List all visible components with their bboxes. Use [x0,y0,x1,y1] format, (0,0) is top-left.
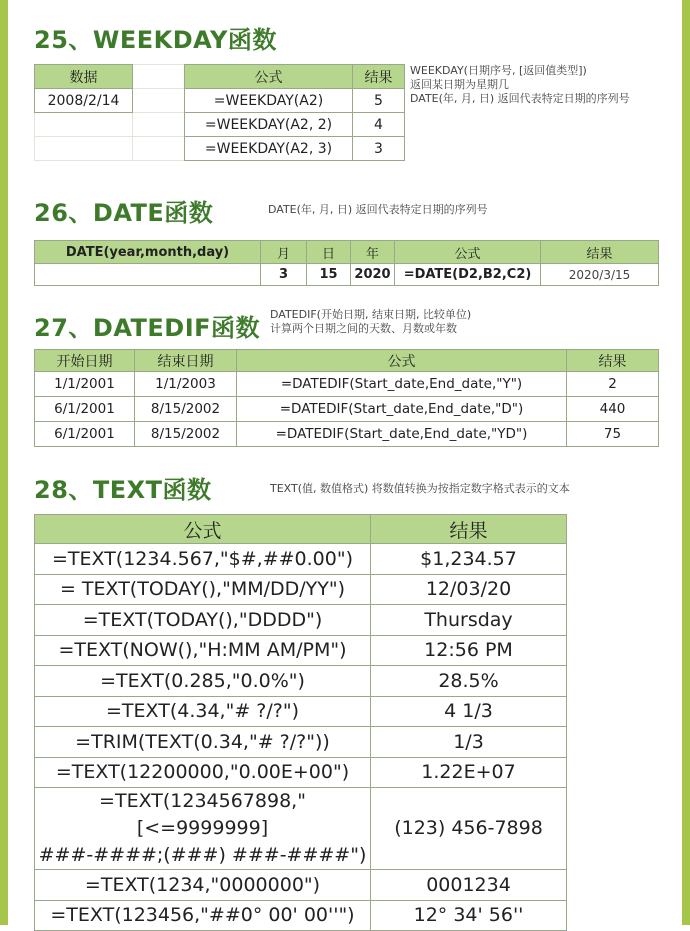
formula-header: 公式 [35,515,371,544]
table-row [35,757,567,788]
formula-cell: =DATEDIF(Start_date,End_date,"Y") [237,372,567,397]
table-row [185,89,405,113]
date-note: DATE(年, 月, 日) 返回代表特定日期的序列号 [268,203,488,216]
formula-cell: =TEXT(123456,"##0° 00' 00''") [35,900,371,931]
formula-cell: =WEEKDAY(A2, 3) [185,137,353,161]
formula-header: 公式 [395,241,541,264]
date-table [34,240,659,286]
formula-cell: =DATEDIF(Start_date,End_date,"YD") [237,422,567,447]
section-25-title: 25、WEEKDAY函数 [34,26,277,54]
formula-cell: =TEXT(TODAY(),"DDDD") [35,605,371,636]
end-date-cell: 8/15/2002 [135,422,237,447]
end-date-cell: 1/1/2003 [135,372,237,397]
table-header-row [35,241,659,264]
table-row [35,544,567,575]
table-row [35,264,659,286]
end-date-cell: 8/15/2002 [135,397,237,422]
document-page [8,0,682,925]
start-date-cell: 6/1/2001 [35,422,135,447]
result-cell: 75 [567,422,659,447]
datedif-table [34,349,659,447]
result-cell: 2 [567,372,659,397]
text-table [34,514,567,931]
note-line: WEEKDAY(日期序号, [返回值类型]) [410,64,587,77]
note-line: 计算两个日期之间的天数、月数或年数 [270,322,457,335]
result-header: 结果 [541,241,659,264]
table-header-row [185,65,405,89]
formula-cell: =TEXT(4.34,"# ?/?") [35,696,371,727]
data-cell: 2008/2/14 [35,89,133,113]
formula-cell: =TRIM(TEXT(0.34,"# ?/?")) [35,727,371,758]
table-row [35,113,185,137]
empty-cell [133,65,185,89]
result-cell: 12/03/20 [371,574,567,605]
year-cell: 2020 [351,264,395,286]
result-cell: 0001234 [371,870,567,901]
formula-header: 公式 [237,350,567,372]
data-header: 数据 [35,65,133,89]
result-header: 结果 [353,65,405,89]
weekday-notes [410,64,630,106]
year-header: 年 [351,241,395,264]
empty-cell [35,113,133,137]
formula-cell [35,788,371,870]
empty-cell [133,137,185,161]
month-header: 月 [261,241,307,264]
formula-header: 公式 [185,65,353,89]
start-date-header: 开始日期 [35,350,135,372]
table-row [35,605,567,636]
table-row [35,727,567,758]
datedif-notes [270,308,471,336]
result-cell: 3 [353,137,405,161]
formula-cell: =DATE(D2,B2,C2) [395,264,541,286]
formula-cell: =TEXT(1234.567,"$#,##0.00") [35,544,371,575]
formula-line: ###-####;(###) ###-####") [38,844,367,866]
start-date-cell: 6/1/2001 [35,397,135,422]
result-cell: 440 [567,397,659,422]
result-cell: Thursday [371,605,567,636]
table-row [35,65,185,89]
start-date-cell: 1/1/2001 [35,372,135,397]
formula-cell: =WEEKDAY(A2) [185,89,353,113]
result-cell: 4 [353,113,405,137]
empty-cell [133,89,185,113]
result-cell: $1,234.57 [371,544,567,575]
result-cell: 4 1/3 [371,696,567,727]
table-row [35,397,659,422]
table-row [35,788,567,870]
table-row [35,372,659,397]
result-cell: 2020/3/15 [541,264,659,286]
table-row [35,422,659,447]
result-cell: 5 [353,89,405,113]
section-27-title: 27、DATEDIF函数 [34,314,261,342]
text-note: TEXT(值, 数值格式) 将数值转换为按指定数字格式表示的文本 [270,482,570,495]
table-row [35,900,567,931]
day-cell: 15 [307,264,351,286]
formula-cell: = TEXT(TODAY(),"MM/DD/YY") [35,574,371,605]
weekday-data-table [34,64,185,161]
formula-cell: =DATEDIF(Start_date,End_date,"D") [237,397,567,422]
formula-cell: =TEXT(0.285,"0.0%") [35,666,371,697]
empty-cell [133,113,185,137]
table-header-row [35,515,567,544]
formula-cell: =TEXT(1234,"0000000") [35,870,371,901]
section-28-title: 28、TEXT函数 [34,476,212,504]
end-date-header: 结束日期 [135,350,237,372]
table-row [35,635,567,666]
formula-cell: =TEXT(NOW(),"H:MM AM/PM") [35,635,371,666]
section-26-title: 26、DATE函数 [34,199,214,227]
note-line: 返回某日期为星期几 [410,78,509,91]
result-header: 结果 [371,515,567,544]
note-line: DATE(年, 月, 日) 返回代表特定日期的序列号 [410,92,630,105]
table-row [35,666,567,697]
table-row [185,137,405,161]
month-cell: 3 [261,264,307,286]
table-row [35,696,567,727]
result-header: 结果 [567,350,659,372]
formula-cell: =TEXT(12200000,"0.00E+00") [35,757,371,788]
table-header-row [35,350,659,372]
result-cell: 1/3 [371,727,567,758]
weekday-formula-table [184,64,405,161]
result-cell: 12:56 PM [371,635,567,666]
formula-line: =TEXT(1234567898,"[<=9999999] [99,790,306,839]
table-row [35,137,185,161]
result-cell: 12° 34' 56'' [371,900,567,931]
day-header: 日 [307,241,351,264]
syntax-header: DATE(year,month,day) [35,241,261,264]
formula-cell: =WEEKDAY(A2, 2) [185,113,353,137]
result-cell: 1.22E+07 [371,757,567,788]
table-row [35,574,567,605]
table-row [35,89,185,113]
empty-cell [35,137,133,161]
result-cell: (123) 456-7898 [371,788,567,870]
result-cell: 28.5% [371,666,567,697]
empty-cell [35,264,261,286]
table-row [185,113,405,137]
note-line: DATEDIF(开始日期, 结束日期, 比较单位) [270,308,472,321]
table-row [35,870,567,901]
